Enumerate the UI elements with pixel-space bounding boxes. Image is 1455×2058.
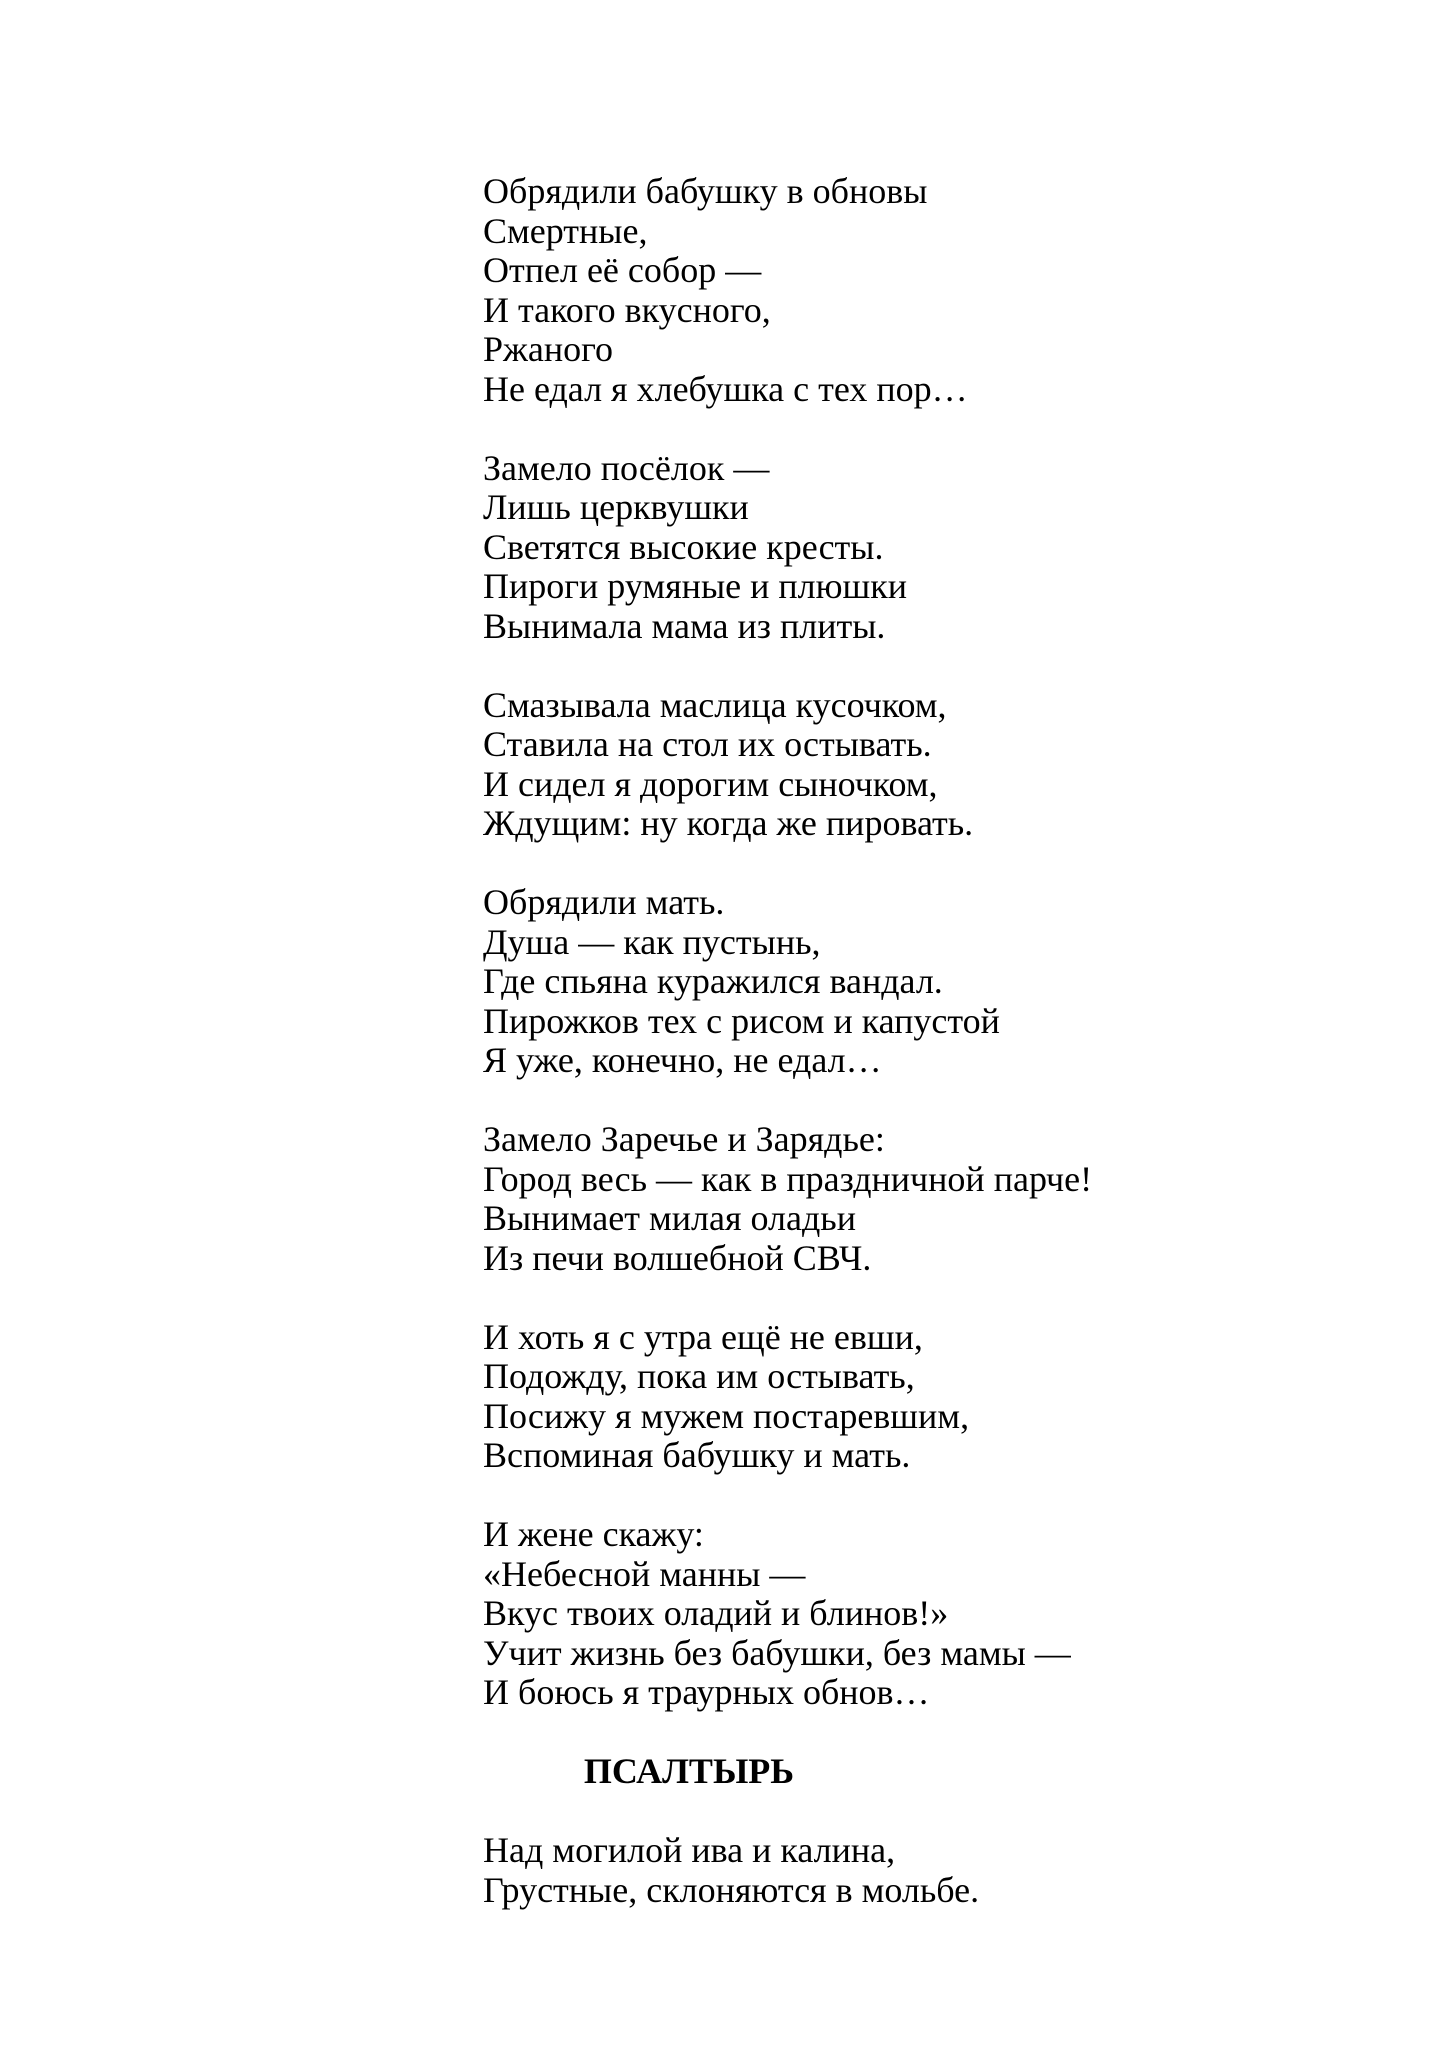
poem-line: Город весь — как в праздничной парче! xyxy=(483,1158,1093,1199)
poem-stanza xyxy=(483,883,1183,1081)
poem-line: Над могилой ива и калина, xyxy=(483,1830,896,1870)
poem-line: Грустные, склоняются в мольбе. xyxy=(483,1869,980,1910)
poem-line: Обрядили мать. xyxy=(483,882,725,922)
poem-stanza xyxy=(483,1515,1183,1713)
poem-line: Я уже, конечно, не едал… xyxy=(483,1040,882,1080)
poem-line: Подожду, пока им остывать, xyxy=(483,1356,915,1396)
poem-line: Смазывала маслица кусочком, xyxy=(483,684,947,725)
poem-line: Из печи волшебной СВЧ. xyxy=(483,1237,872,1278)
poem-line: Замело посёлок — xyxy=(483,447,770,488)
poem-line: Вынимает милая оладьи xyxy=(483,1198,856,1238)
poem-line: Пирожков тех с рисом и капустой xyxy=(483,1000,1000,1041)
poem-text-block xyxy=(483,172,1183,1950)
poem-line: Не едал я хлебушка с тех пор… xyxy=(483,368,968,409)
poem-line: И жене скажу: xyxy=(483,1514,704,1554)
poem-stanza xyxy=(483,1831,1183,1910)
poem-line: Пироги румяные и плюшки xyxy=(483,566,907,606)
poem-line: И хоть я с утра ещё не евши, xyxy=(483,1316,923,1357)
poem-line: Душа — как пустынь, xyxy=(483,921,821,962)
poem-line: Ждущим: ну когда же пировать. xyxy=(483,803,974,843)
poem-line: «Небесной манны — xyxy=(483,1553,806,1594)
poem-line: Вкус твоих оладий и блинов!» xyxy=(483,1593,949,1633)
poem-line: Замело Заречье и Зарядье: xyxy=(483,1119,885,1159)
poem-line: Смертные, xyxy=(483,210,648,251)
poem-stanza xyxy=(483,1120,1183,1278)
poem-stanza xyxy=(483,449,1183,647)
poem-line: Обрядили бабушку в обновы xyxy=(483,171,928,211)
poem-line: Ставила на стол их остывать. xyxy=(483,724,932,764)
poem-stanza xyxy=(483,172,1183,409)
poem-stanza xyxy=(483,686,1183,844)
poem-title: ПСАЛТЫРЬ xyxy=(583,1751,795,1791)
poem-line: Посижу я мужем постаревшим, xyxy=(483,1395,970,1436)
poem-stanza xyxy=(483,1318,1183,1476)
poem-line: И сидел я дорогим сыночком, xyxy=(483,763,938,804)
poem-line: Ржаного xyxy=(483,329,614,369)
poem-line: Вспоминая бабушку и мать. xyxy=(483,1435,911,1475)
poem-line: Светятся высокие кресты. xyxy=(483,526,884,567)
poem-line: И такого вкусного, xyxy=(483,289,771,330)
poem-line: Где спьяна куражился вандал. xyxy=(483,961,943,1001)
poem-line: Учит жизнь без бабушки, без мамы — xyxy=(483,1632,1071,1673)
poem-line: Отпел её собор — xyxy=(483,250,762,290)
poem-line: Лишь церквушки xyxy=(483,487,749,527)
poem-line: Вынимала мама из плиты. xyxy=(483,605,886,646)
poem-line: И боюсь я траурных обнов… xyxy=(483,1672,930,1712)
